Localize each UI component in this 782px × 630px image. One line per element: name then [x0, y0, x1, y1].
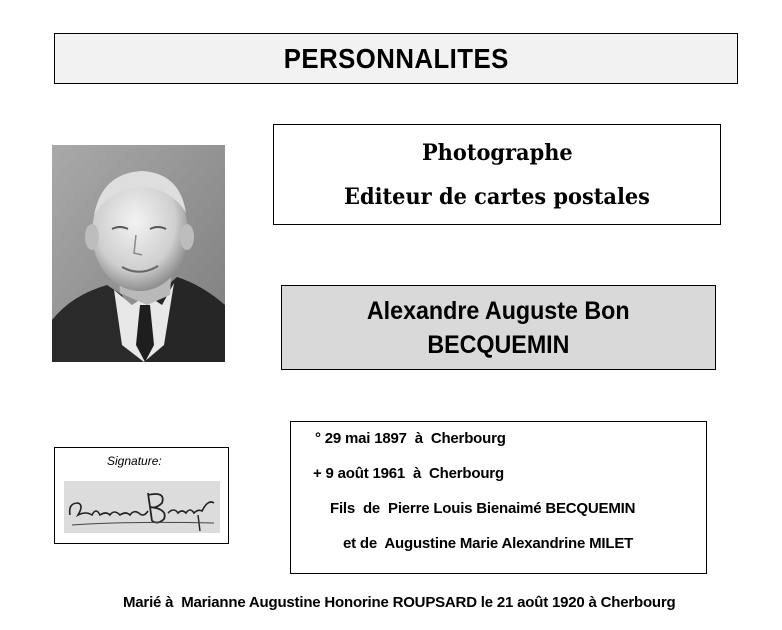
family-name: BECQUEMIN [427, 330, 570, 359]
given-names: Alexandre Auguste Bon [367, 296, 630, 325]
biography-box [290, 421, 707, 574]
mother-line: et de Augustine Marie Alexandrine MILET [343, 535, 634, 552]
profession-line-2: Editeur de cartes postales [344, 183, 650, 210]
birth-line: ° 29 mai 1897 à Cherbourg [315, 430, 506, 447]
signature-box [54, 447, 229, 544]
signature-label: Signature: [107, 454, 162, 468]
header-box [54, 33, 738, 84]
portrait-image [52, 145, 225, 362]
name-box [281, 285, 716, 370]
signature-image [64, 481, 220, 533]
death-line: + 9 août 1961 à Cherbourg [313, 465, 504, 482]
profession-line-1: Photographe [421, 139, 573, 166]
profession-box [273, 124, 721, 225]
portrait-photo [52, 145, 225, 362]
father-line: Fils de Pierre Louis Bienaimé BECQUEMIN [330, 500, 636, 517]
page-title: PERSONNALITES [283, 42, 509, 74]
marriage-line: Marié à Marianne Augustine Honorine ROUPSARD le 21 août 1920 à Cherbourg [123, 594, 676, 611]
